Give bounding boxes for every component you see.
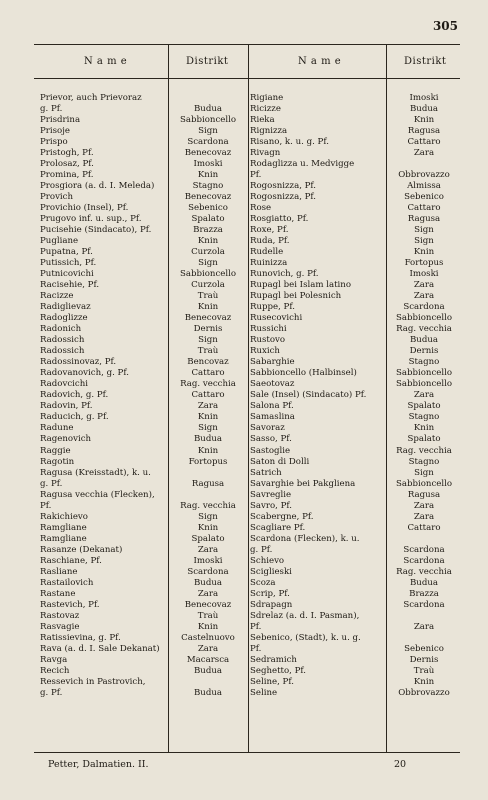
- place-name-left: Ragusa (Kreisstadt), k. u.: [40, 467, 151, 478]
- district-left: Benecovaz: [184, 148, 232, 159]
- place-name-right: Seghetto, Pf.: [250, 665, 307, 676]
- district-right: Imoski: [409, 269, 439, 280]
- table-row: [36, 302, 460, 313]
- district-left: Sign: [198, 126, 218, 137]
- district-left: Benecovaz: [184, 192, 232, 203]
- place-name-left: Rasvagie: [40, 621, 80, 632]
- table-row: [36, 434, 460, 445]
- place-name-left: Radune: [40, 423, 74, 434]
- district-right: Zara: [413, 390, 435, 401]
- place-name-left: Rava (a. d. I. Sale Dekanat): [40, 643, 160, 654]
- district-right: Zara: [413, 511, 435, 522]
- district-right: Cattaro: [407, 522, 441, 533]
- district-right: Stagno: [408, 357, 440, 368]
- district-right: Budua: [409, 104, 438, 115]
- district-right: Zara: [413, 621, 435, 632]
- table-row: [36, 104, 460, 115]
- table-row: [36, 313, 460, 324]
- place-name-right: Rigiane: [250, 93, 284, 103]
- table-row: [36, 501, 460, 512]
- district-right: Sebenico: [404, 192, 444, 203]
- page-number: 305: [432, 19, 458, 33]
- table-row: [36, 589, 460, 600]
- place-name-left: Provich: [40, 192, 74, 203]
- place-name-right: Scagliare Pf.: [250, 522, 306, 533]
- table-row: [36, 335, 460, 346]
- district-left: Scardona: [187, 566, 229, 577]
- table-row: [36, 523, 460, 534]
- district-right: Zara: [413, 148, 435, 159]
- district-right: Sabbioncello: [395, 379, 453, 390]
- district-right: Spalato: [407, 434, 441, 445]
- district-right: Knin: [413, 115, 435, 126]
- district-right: Scardona: [403, 544, 445, 555]
- place-name-right: Rudelle: [250, 247, 284, 258]
- table-row: [36, 280, 460, 291]
- district-left: Traù: [197, 610, 219, 621]
- district-left: Budua: [193, 104, 222, 115]
- place-name-right: Savarghie bei Pakgliena: [250, 478, 356, 489]
- place-name-left: Ragotin: [40, 456, 75, 467]
- district-right: Sign: [414, 225, 434, 236]
- table-row: [36, 457, 460, 468]
- district-right: Obbrovazzo: [398, 170, 450, 181]
- district-left: Knin: [197, 302, 219, 313]
- place-name-right: Seline: [250, 687, 278, 698]
- table-row: [36, 512, 460, 523]
- place-name-left: Racisehie, Pf.: [40, 280, 100, 291]
- district-right: Obbrovazzo: [398, 687, 450, 698]
- place-name-left: Ratissievina, g. Pf.: [40, 632, 121, 643]
- table-row: [36, 368, 460, 379]
- place-name-right: Rogosnizza, Pf.: [250, 181, 317, 192]
- place-name-right: Scardona (Flecken), k. u.: [250, 533, 360, 544]
- district-right: Knin: [413, 247, 435, 258]
- district-left: Zara: [197, 401, 219, 412]
- place-name-right: Seline, Pf.: [250, 676, 294, 687]
- place-name-right: Rignizza: [250, 126, 288, 137]
- district-right: Scardona: [403, 599, 445, 610]
- table-row: [36, 479, 460, 490]
- place-name-left: Putissich, Pf.: [40, 258, 97, 269]
- district-right: Fortopus: [404, 258, 444, 269]
- district-right: Zara: [413, 291, 435, 302]
- place-name-right: Pf.: [250, 621, 262, 632]
- district-left: Dernis: [193, 324, 223, 335]
- place-name-left: g. Pf.: [40, 104, 63, 115]
- place-name-left: Recich: [40, 665, 70, 676]
- district-left: Spalato: [191, 214, 225, 225]
- table-row: [36, 644, 460, 655]
- table-row: [36, 225, 460, 236]
- place-name-right: Rogosnizza, Pf.: [250, 192, 317, 203]
- table-bottom-rule: [34, 752, 460, 753]
- place-name-left: Pupatna, Pf.: [40, 247, 93, 258]
- place-name-left: Rastevich, Pf.: [40, 599, 100, 610]
- table-row: [36, 148, 460, 159]
- footer-title: Petter, Dalmatien. II.: [48, 759, 149, 770]
- column-header-district-right: Distrikt: [404, 56, 447, 67]
- place-name-left: Radossich: [40, 346, 85, 357]
- district-right: Cattaro: [407, 137, 441, 148]
- district-right: Scardona: [403, 555, 445, 566]
- place-name-right: Samaslina: [250, 412, 295, 423]
- table-row: [36, 346, 460, 357]
- district-right: Ragusa: [407, 489, 441, 500]
- place-name-right: Satrich: [250, 467, 282, 478]
- gazetteer-table: [36, 93, 460, 699]
- table-row: [36, 181, 460, 192]
- place-name-right: Savreglie: [250, 489, 292, 500]
- place-name-right: Rieka: [250, 115, 275, 126]
- place-name-right: g. Pf.: [250, 544, 273, 555]
- table-row: [36, 412, 460, 423]
- place-name-right: Scoza: [250, 577, 276, 588]
- table-row: [36, 236, 460, 247]
- place-name-right: Rupagl bei Polesnich: [250, 291, 342, 302]
- district-right: Sebenico: [404, 643, 444, 654]
- district-right: Knin: [413, 423, 435, 434]
- table-row: [36, 203, 460, 214]
- district-left: Cattaro: [191, 390, 225, 401]
- place-name-left: Ressevich in Pastrovich,: [40, 676, 146, 687]
- table-row: [36, 567, 460, 578]
- place-name-right: Salona Pf.: [250, 401, 294, 412]
- district-left: Zara: [197, 544, 219, 555]
- district-right: Imoski: [409, 93, 439, 103]
- place-name-right: Pf.: [250, 643, 262, 654]
- place-name-left: Radonich: [40, 324, 82, 335]
- district-right: Sign: [414, 467, 434, 478]
- table-row: [36, 126, 460, 137]
- district-right: Rag. vecchia: [396, 324, 452, 335]
- place-name-left: Pf.: [40, 500, 52, 511]
- district-left: Sign: [198, 335, 218, 346]
- district-left: Budua: [193, 577, 222, 588]
- district-left: Curzola: [191, 247, 225, 258]
- district-right: Sabbioncello: [395, 478, 453, 489]
- place-name-left: Radossinovaz, Pf.: [40, 357, 117, 368]
- place-name-right: Savro, Pf.: [250, 500, 292, 511]
- district-left: Sign: [198, 423, 218, 434]
- place-name-right: Rustovo: [250, 335, 286, 346]
- place-name-left: Radoglizze: [40, 313, 88, 324]
- district-right: Ragusa: [407, 214, 441, 225]
- table-row: [36, 578, 460, 589]
- place-name-right: Sdrapagn: [250, 599, 293, 610]
- table-row: [36, 192, 460, 203]
- district-right: Budua: [409, 335, 438, 346]
- district-left: Rag. vecchia: [180, 379, 236, 390]
- place-name-right: Rivagn: [250, 148, 281, 159]
- table-row: [36, 247, 460, 258]
- district-right: Scardona: [403, 302, 445, 313]
- place-name-left: Ramgliane: [40, 522, 87, 533]
- place-name-right: Rodaglizza u. Medvigge: [250, 159, 355, 170]
- district-right: Ragusa: [407, 126, 441, 137]
- place-name-left: Putnicovichi: [40, 269, 94, 280]
- place-name-right: Roxe, Pf.: [250, 225, 289, 236]
- district-left: Knin: [197, 445, 219, 456]
- place-name-right: Risano, k. u. g. Pf.: [250, 137, 329, 148]
- place-name-right: Savoraz: [250, 423, 285, 434]
- table-row: [36, 622, 460, 633]
- column-header-name-right: N a m e: [298, 56, 342, 67]
- place-name-right: Saton di Dolli: [250, 456, 310, 467]
- district-right: Budua: [409, 577, 438, 588]
- district-right: Cattaro: [407, 203, 441, 214]
- district-left: Spalato: [191, 533, 225, 544]
- district-right: Rag. vecchia: [396, 445, 452, 456]
- district-left: Macarsca: [186, 654, 230, 665]
- table-row: [36, 633, 460, 644]
- place-name-left: Prisdrina: [40, 115, 81, 126]
- place-name-right: Runovich, g. Pf.: [250, 269, 319, 280]
- district-right: Stagno: [408, 412, 440, 423]
- district-left: Imoski: [193, 555, 223, 566]
- district-left: Sabbioncello: [179, 269, 237, 280]
- place-name-left: Raschiane, Pf.: [40, 555, 102, 566]
- table-row: [36, 324, 460, 335]
- place-name-left: Prievor, auch Prievoraz: [40, 93, 142, 103]
- place-name-left: g. Pf.: [40, 478, 63, 489]
- table-top-rule: [34, 44, 460, 45]
- table-row: [36, 600, 460, 611]
- place-name-right: Ruxich: [250, 346, 280, 357]
- place-name-left: Pristogh, Pf.: [40, 148, 94, 159]
- district-left: Curzola: [191, 280, 225, 291]
- place-name-left: Radovanovich, g. Pf.: [40, 368, 129, 379]
- table-row: [36, 159, 460, 170]
- place-name-left: Ramgliane: [40, 533, 87, 544]
- district-left: Zara: [197, 588, 219, 599]
- table-row: [36, 655, 460, 666]
- district-left: Budua: [193, 687, 222, 698]
- place-name-left: Provichio (Insel), Pf.: [40, 203, 129, 214]
- table-row: [36, 545, 460, 556]
- place-name-right: Sasso, Pf.: [250, 434, 292, 445]
- place-name-right: Sciglieski: [250, 566, 292, 577]
- district-left: Stagno: [192, 181, 224, 192]
- district-left: Sign: [198, 511, 218, 522]
- district-left: Bencovaz: [187, 357, 229, 368]
- district-left: Benecovaz: [184, 599, 232, 610]
- district-left: Knin: [197, 412, 219, 423]
- place-name-left: Prolosaz, Pf.: [40, 159, 94, 170]
- place-name-right: Sdrelaz (a. d. I. Pasman),: [250, 610, 360, 621]
- table-row: [36, 379, 460, 390]
- district-right: Sabbioncello: [395, 313, 453, 324]
- district-left: Benecovaz: [184, 313, 232, 324]
- district-left: Knin: [197, 621, 219, 632]
- table-row: [36, 468, 460, 479]
- place-name-right: Pf.: [250, 170, 262, 181]
- table-row: [36, 534, 460, 545]
- table-row: [36, 291, 460, 302]
- table-row: [36, 137, 460, 148]
- district-left: Brazza: [193, 225, 223, 236]
- place-name-left: Radossich: [40, 335, 85, 346]
- place-name-left: Prispo: [40, 137, 68, 148]
- table-row: [36, 423, 460, 434]
- place-name-left: Radiglievaz: [40, 302, 91, 313]
- district-left: Sign: [198, 258, 218, 269]
- district-left: Knin: [197, 522, 219, 533]
- district-right: Rag. vecchia: [396, 566, 452, 577]
- place-name-left: Ragenovich: [40, 434, 92, 445]
- district-left: Fortopus: [188, 456, 228, 467]
- district-left: Sebenico: [188, 203, 228, 214]
- district-left: Traù: [197, 346, 219, 357]
- place-name-left: Radovich, g. Pf.: [40, 390, 109, 401]
- place-name-right: Sabbioncello (Halbinsel): [250, 368, 357, 379]
- place-name-left: Promina, Pf.: [40, 170, 94, 181]
- place-name-left: Rasliane: [40, 566, 78, 577]
- place-name-left: Rastovaz: [40, 610, 80, 621]
- place-name-right: Scabergne, Pf.: [250, 511, 314, 522]
- table-row: [36, 357, 460, 368]
- table-row: [36, 170, 460, 181]
- place-name-right: Rusecovichi: [250, 313, 303, 324]
- place-name-left: Racizze: [40, 291, 74, 302]
- table-row: [36, 214, 460, 225]
- district-right: Sign: [414, 236, 434, 247]
- column-header-district-left: Distrikt: [186, 56, 229, 67]
- place-name-left: Prisoje: [40, 126, 70, 137]
- place-name-right: Sale (Insel) (Sindacato) Pf.: [250, 390, 367, 401]
- district-left: Knin: [197, 236, 219, 247]
- signature-number: 20: [394, 759, 407, 770]
- table-row: [36, 446, 460, 457]
- place-name-right: Saeotovaz: [250, 379, 295, 390]
- place-name-left: g. Pf.: [40, 687, 63, 698]
- place-name-left: Pugliane: [40, 236, 79, 247]
- place-name-left: Rasanze (Dekanat): [40, 544, 123, 555]
- place-name-left: Radovcichi: [40, 379, 88, 390]
- district-left: Zara: [197, 643, 219, 654]
- table-row: [36, 688, 460, 699]
- place-name-left: Pucisehie (Sindacato), Pf.: [40, 225, 152, 236]
- column-header-name-left: N a m e: [84, 56, 128, 67]
- district-left: Ragusa: [191, 478, 225, 489]
- header-rule: [34, 78, 460, 79]
- district-left: Sabbioncello: [179, 115, 237, 126]
- table-row: [36, 115, 460, 126]
- table-row: [36, 556, 460, 567]
- district-right: Almissa: [407, 181, 441, 192]
- table-row: [36, 490, 460, 501]
- place-name-right: Sabarghie: [250, 357, 295, 368]
- place-name-right: Ruda, Pf.: [250, 236, 290, 247]
- place-name-right: Rupagl bei Islam latino: [250, 280, 352, 291]
- district-right: Sabbioncello: [395, 368, 453, 379]
- district-right: Dernis: [409, 654, 439, 665]
- place-name-right: Sedramich: [250, 654, 297, 665]
- place-name-right: Rose: [250, 203, 272, 214]
- district-left: Rag. vecchia: [180, 500, 236, 511]
- table-row: [36, 390, 460, 401]
- district-right: Knin: [413, 676, 435, 687]
- place-name-right: Scrip, Pf.: [250, 588, 290, 599]
- place-name-right: Sebenico, (Stadt), k. u. g.: [250, 632, 361, 643]
- place-name-left: Rastane: [40, 588, 76, 599]
- table-row: [36, 666, 460, 677]
- district-right: Zara: [413, 500, 435, 511]
- district-right: Spalato: [407, 401, 441, 412]
- district-left: Budua: [193, 434, 222, 445]
- district-left: Traù: [197, 291, 219, 302]
- place-name-left: Radovin, Pf.: [40, 401, 93, 412]
- district-right: Dernis: [409, 346, 439, 357]
- place-name-left: Rastailovich: [40, 577, 94, 588]
- district-left: Scardona: [187, 137, 229, 148]
- place-name-left: Ragusa vecchia (Flecken),: [40, 489, 155, 500]
- place-name-right: Ricizze: [250, 104, 281, 115]
- district-left: Cattaro: [191, 368, 225, 379]
- place-name-right: Schievo: [250, 555, 285, 566]
- district-right: Zara: [413, 280, 435, 291]
- place-name-left: Rakichievo: [40, 511, 88, 522]
- district-right: Brazza: [409, 588, 439, 599]
- place-name-right: Ruppe, Pf.: [250, 302, 295, 313]
- place-name-left: Prosgiora (a. d. I. Meleda): [40, 181, 155, 192]
- place-name-left: Prugovo inf. u. sup., Pf.: [40, 214, 142, 225]
- district-right: Traù: [413, 665, 435, 676]
- place-name-right: Russichi: [250, 324, 287, 335]
- district-left: Budua: [193, 665, 222, 676]
- place-name-left: Ravga: [40, 654, 68, 665]
- table-row: [36, 258, 460, 269]
- table-row: [36, 269, 460, 280]
- place-name-right: Ruinizza: [250, 258, 288, 269]
- district-left: Castelnuovo: [181, 632, 235, 643]
- table-row: [36, 677, 460, 688]
- place-name-left: Raducich, g. Pf.: [40, 412, 109, 423]
- table-row: [36, 611, 460, 622]
- table-row: [36, 93, 460, 104]
- district-left: Knin: [197, 170, 219, 181]
- place-name-right: Rosgiatto, Pf.: [250, 214, 309, 225]
- district-right: Stagno: [408, 456, 440, 467]
- place-name-left: Raggie: [40, 445, 71, 456]
- place-name-right: Sastoglie: [250, 445, 291, 456]
- table-row: [36, 401, 460, 412]
- district-left: Imoski: [193, 159, 223, 170]
